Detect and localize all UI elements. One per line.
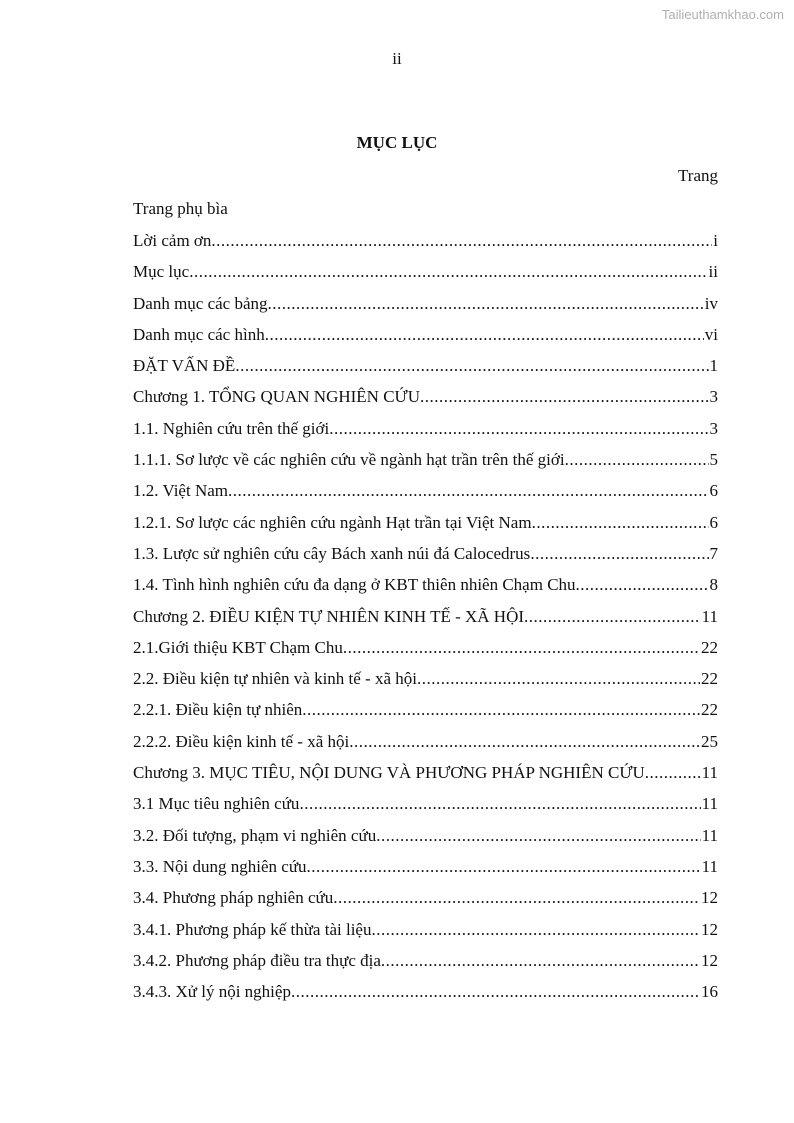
toc-entry-title: Danh mục các bảng	[133, 293, 268, 313]
toc-entry[interactable]	[133, 763, 718, 794]
toc-entry-title: 3.4.3. Xử lý nội nghiệp	[133, 982, 291, 1002]
toc-entry[interactable]	[133, 450, 718, 481]
toc-entry-title: Danh mục các hình	[133, 324, 265, 344]
toc-entry[interactable]	[133, 513, 718, 544]
toc-entry-title: 1.1. Nghiên cứu trên thế giới	[133, 418, 330, 438]
page-column-header: Trang	[678, 166, 718, 185]
toc-dot-leader	[417, 669, 700, 689]
toc-dot-leader	[302, 700, 700, 720]
toc-dot-leader	[376, 826, 700, 846]
toc-entry-page: 11	[701, 763, 718, 783]
toc-dot-leader	[307, 857, 701, 877]
toc-dot-leader	[532, 513, 709, 533]
toc-dot-leader	[524, 607, 701, 627]
toc-dot-leader	[343, 638, 700, 658]
toc-entry-title: 2.1.Giới thiệu KBT Chạm Chu	[133, 637, 343, 657]
toc-entry-page: i	[713, 231, 718, 250]
toc-entry-title: 1.4. Tình hình nghiên cứu đa dạng ở KBT thiên nhiên Chạm Chu	[133, 575, 576, 595]
toc-entry-title: 2.2.2. Điều kiện kinh tế - xã hội	[133, 731, 350, 751]
toc-dot-leader	[268, 294, 704, 314]
toc-entry[interactable]	[133, 669, 718, 700]
toc-entry-title: 2.2.1. Điều kiện tự nhiên	[133, 700, 303, 720]
toc-dot-leader	[349, 732, 700, 752]
toc-entry[interactable]	[133, 481, 718, 512]
toc-dot-leader	[329, 419, 708, 439]
toc-dot-leader	[299, 794, 700, 814]
toc-entry-title: 3.2. Đối tượng, phạm vi nghiên cứu	[133, 825, 377, 845]
toc-entry[interactable]	[133, 387, 718, 418]
toc-entry-page: 25	[701, 731, 718, 751]
toc-dot-leader	[371, 920, 700, 940]
toc-entry[interactable]	[133, 325, 718, 356]
toc-entry-title: Mục lục	[133, 262, 190, 282]
toc-dot-leader	[333, 888, 700, 908]
toc-entry[interactable]	[133, 888, 718, 919]
toc-dot-leader	[645, 763, 701, 783]
toc-dot-leader	[530, 544, 708, 564]
toc-dot-leader	[381, 951, 700, 971]
toc-entry[interactable]	[133, 700, 718, 731]
toc-entry-page: 3	[709, 418, 718, 438]
toc-entry-page: 11	[701, 825, 718, 845]
toc-entry-page: 1	[709, 356, 718, 376]
toc-entry-page: 8	[709, 575, 718, 595]
toc-entry-page: 12	[701, 888, 718, 908]
toc-entry-page: 11	[701, 794, 718, 814]
toc-entry-page: 22	[701, 637, 718, 657]
toc-entry-page: 6	[709, 481, 718, 501]
toc-dot-leader	[189, 262, 707, 282]
toc-entry[interactable]	[133, 732, 718, 763]
toc-entry-page: 5	[709, 450, 718, 470]
toc-dot-leader	[265, 325, 704, 345]
toc-entry-page: 12	[701, 950, 718, 970]
toc-entry-page: 11	[701, 606, 718, 626]
toc-entry-title: 3.3. Nội dung nghiên cứu	[133, 856, 307, 876]
toc-entry-page: 6	[709, 512, 718, 532]
toc-entry-page: ii	[708, 262, 718, 282]
toc-entry-title: Lời cảm ơn	[133, 231, 212, 250]
toc-entry-title: 1.2. Việt Nam	[133, 481, 228, 501]
toc-entry[interactable]	[133, 607, 718, 638]
toc-entry-title: Chương 3. MỤC TIÊU, NỘI DUNG VÀ PHƯƠNG PHÁP NGHIÊN CỨU	[133, 763, 645, 783]
toc-entry-title: 1.2.1. Sơ lược các nghiên cứu ngành Hạt trần tại Việt Nam	[133, 512, 532, 532]
toc-entry-page: 11	[701, 856, 718, 876]
toc-list	[133, 231, 718, 1013]
page-number: ii	[392, 49, 402, 68]
toc-entry[interactable]	[133, 575, 718, 606]
toc-entry[interactable]	[133, 294, 718, 325]
toc-entry-title: 1.3. Lược sử nghiên cứu cây Bách xanh núi đá Calocedrus	[133, 543, 531, 563]
toc-entry-title: 3.4.1. Phương pháp kế thừa tài liệu	[133, 919, 372, 939]
toc-dot-leader	[235, 356, 708, 376]
toc-entry-title: 3.4.2. Phương pháp điều tra thực địa	[133, 950, 381, 970]
page-title: MỤC LỤC	[356, 133, 438, 152]
toc-entry-title: 2.2. Điều kiện tự nhiên và kinh tế - xã hội	[133, 669, 417, 689]
toc-entry-page: 22	[701, 700, 718, 720]
toc-entry-page: 16	[701, 982, 718, 1002]
toc-entry[interactable]	[133, 857, 718, 888]
toc-entry[interactable]	[133, 826, 718, 857]
toc-entry-title: 1.1.1. Sơ lược về các nghiên cứu về ngành hạt trần trên thế giới	[133, 450, 565, 470]
toc-entry-title: Chương 1. TỔNG QUAN NGHIÊN CỨU	[133, 387, 421, 407]
toc-entry[interactable]	[133, 544, 718, 575]
toc-entry-page: 22	[701, 669, 718, 689]
toc-entry[interactable]	[133, 231, 718, 262]
toc-entry[interactable]	[133, 419, 718, 450]
toc-entry[interactable]	[133, 794, 718, 825]
toc-entry-title: 3.1 Mục tiêu nghiên cứu	[133, 794, 300, 814]
toc-entry[interactable]	[133, 920, 718, 951]
toc-dot-leader	[576, 575, 709, 595]
toc-entry-page: 7	[709, 543, 718, 563]
toc-entry-title: 3.4. Phương pháp nghiên cứu	[133, 888, 334, 908]
toc-entry[interactable]	[133, 982, 718, 1013]
toc-dot-leader	[211, 231, 712, 251]
toc-entry[interactable]	[133, 638, 718, 669]
toc-entry[interactable]	[133, 262, 718, 293]
toc-entry-page: vi	[704, 324, 718, 344]
toc-entry-page: iv	[704, 293, 718, 313]
toc-entry-page: 12	[701, 919, 718, 939]
toc-dot-leader	[228, 481, 709, 501]
toc-dot-leader	[565, 450, 709, 470]
toc-entry[interactable]	[133, 951, 718, 982]
toc-entry[interactable]	[133, 356, 718, 387]
toc-dot-leader	[420, 387, 708, 407]
toc-cover-page: Trang phụ bìa	[133, 199, 228, 218]
watermark: Tailieuthamkhao.com	[661, 7, 784, 22]
toc-dot-leader	[291, 982, 700, 1002]
toc-entry-page: 3	[709, 387, 718, 407]
toc-entry-title: ĐẶT VẤN ĐỀ	[133, 356, 236, 376]
toc-entry-title: Chương 2. ĐIỀU KIỆN TỰ NHIÊN KINH TẾ - XÃ HỘI	[133, 606, 525, 626]
